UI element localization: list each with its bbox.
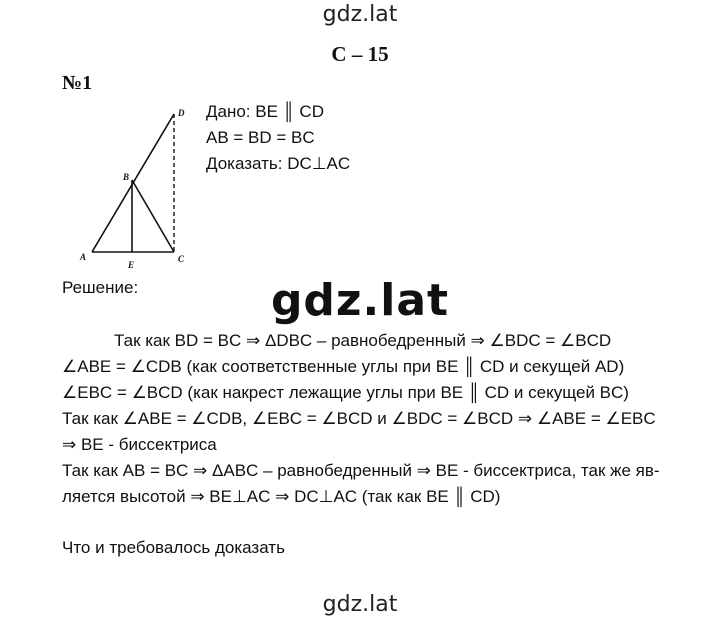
segment-bc	[132, 180, 174, 252]
solution-line: Так как ∠ABE = ∠CDB, ∠EBC = ∠BCD и ∠BDC = ∠BCD ⇒ ∠ABE = ∠EBC	[62, 409, 656, 428]
given-block	[206, 99, 350, 177]
given-line: AB = BD = BC	[206, 128, 315, 147]
watermark-top: gdz.lat	[322, 2, 398, 27]
solution-line: ⇒ BE - биссектриса	[62, 435, 217, 454]
solution-line: Так как AB = BC ⇒ ΔABC – равнобедренный ⇒ BE - биссектриса, так же яв-	[62, 461, 660, 480]
given-line: Дано: BE ║ CD	[206, 102, 324, 121]
solution-text	[62, 328, 712, 510]
watermark-bottom: gdz.lat	[322, 592, 398, 617]
prove-line: Доказать: DC⊥AC	[206, 154, 351, 173]
solution-line: ляется высотой ⇒ BE⊥AC ⇒ DC⊥AC (так как BE ║ CD)	[62, 487, 501, 506]
point-label-a: A	[80, 252, 87, 262]
solution-line: ∠ABE = ∠CDB (как соответственные углы при BE ║ CD и секущей AD)	[62, 357, 625, 376]
solution-label: Решение:	[62, 278, 139, 297]
problem-number: №1	[62, 72, 93, 94]
watermark-middle: gdz.lat	[270, 275, 450, 326]
section-title: С – 15	[331, 42, 389, 66]
point-label-c: C	[178, 254, 185, 264]
point-label-b: B	[123, 172, 130, 182]
point-label-d: D	[178, 108, 185, 118]
conclusion: Что и требовалось доказать	[62, 538, 285, 557]
solution-line: Так как BD = BC ⇒ ΔDBC – равнобедренный ⇒ ∠BDC = ∠BCD	[114, 331, 612, 350]
point-label-e: E	[128, 260, 135, 270]
solution-line: ∠EBC = ∠BCD (как накрест лежащие углы при BE ║ CD и секущей BC)	[62, 383, 629, 402]
triangle-figure	[76, 102, 196, 270]
